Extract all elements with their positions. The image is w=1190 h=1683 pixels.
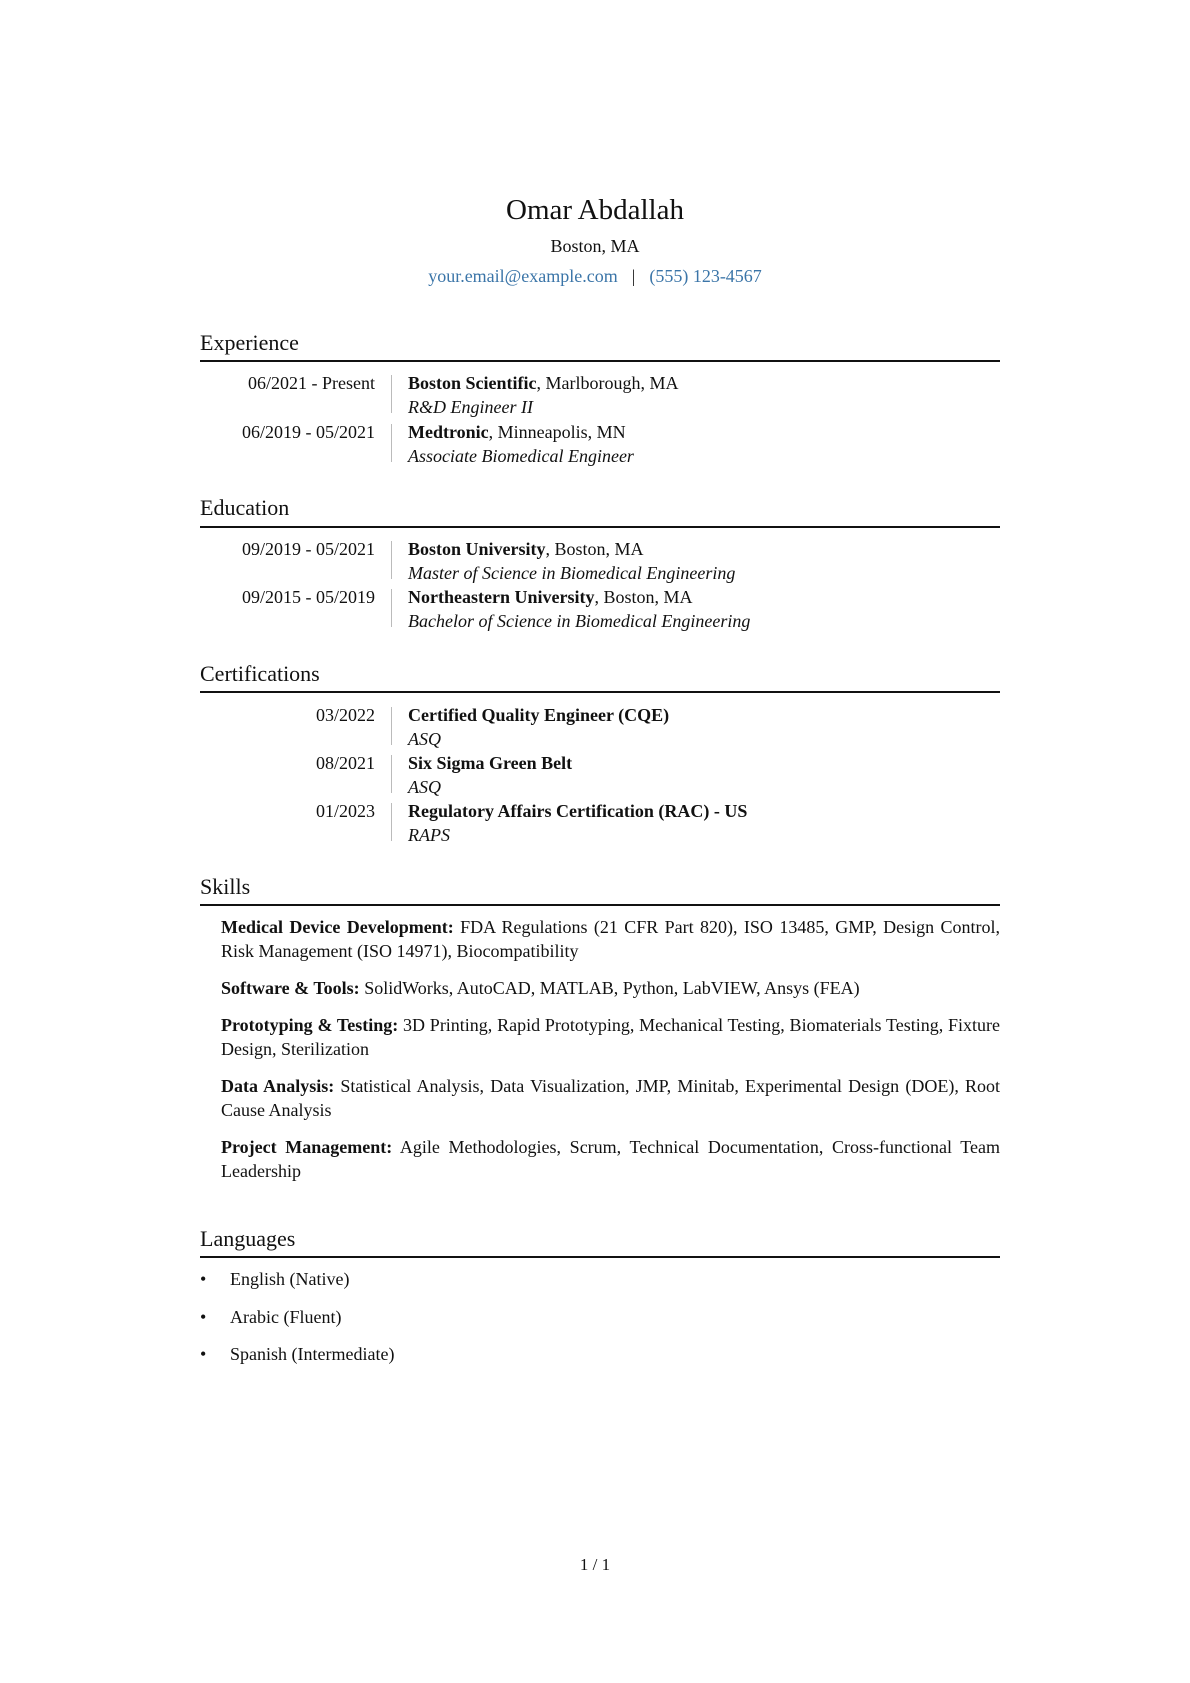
entry-date: 09/2019 - 05/2021: [242, 539, 375, 559]
entry-divider: [391, 375, 392, 413]
skill-label: Data Analysis:: [221, 1076, 335, 1096]
skill-item: [221, 1014, 1000, 1061]
section-heading-skills: Skills: [200, 874, 251, 899]
phone-link[interactable]: (555) 123-4567: [649, 266, 762, 286]
section-divider: [200, 526, 1000, 528]
entry-role: ASQ: [408, 729, 441, 749]
skill-text: SolidWorks, AutoCAD, MATLAB, Python, LabVIEW, Ansys (FEA): [359, 978, 860, 998]
entry-divider: [391, 589, 392, 627]
section-divider: [200, 904, 1000, 906]
education-entry: [200, 585, 1000, 633]
section-divider: [200, 360, 1000, 362]
entry-date: 09/2015 - 05/2019: [242, 587, 375, 607]
education-entry: [200, 537, 1000, 585]
skill-label: Prototyping & Testing:: [221, 1015, 399, 1035]
entry-org: Boston Scientific: [408, 373, 537, 393]
entry-place: , Marlborough, MA: [536, 373, 679, 393]
skill-item: [221, 916, 1000, 963]
entry-role: RAPS: [408, 825, 450, 845]
entry-date: 06/2019 - 05/2021: [242, 422, 375, 442]
entry-date: 08/2021: [315, 753, 375, 773]
candidate-name: Omar Abdallah: [506, 194, 684, 226]
entry-role: Master of Science in Biomedical Engineering: [408, 563, 736, 583]
entry-role: ASQ: [408, 777, 441, 797]
skill-item: [221, 1136, 1000, 1183]
email-link[interactable]: your.email@example.com: [428, 266, 618, 286]
entry-divider: [391, 707, 392, 745]
entry-date: 01/2023: [315, 801, 375, 821]
language-text: English (Native): [230, 1269, 350, 1289]
entry-divider: [391, 541, 392, 579]
language-item: [200, 1305, 341, 1329]
skill-label: Medical Device Development:: [221, 917, 454, 937]
certification-entry: [200, 751, 1000, 799]
bullet-icon: •: [200, 1307, 207, 1327]
entry-org: Northeastern University: [408, 587, 595, 607]
location: Boston, MA: [550, 236, 640, 256]
entry-date: 03/2022: [315, 705, 375, 725]
language-item: [200, 1267, 349, 1291]
entry-role: Bachelor of Science in Biomedical Engineering: [408, 611, 751, 631]
language-item: [200, 1342, 394, 1366]
bullet-icon: •: [200, 1344, 207, 1364]
section-divider: [200, 1256, 1000, 1258]
section-heading-certifications: Certifications: [200, 661, 320, 686]
entry-place: , Minneapolis, MN: [488, 422, 626, 442]
skill-text: Statistical Analysis, Data Visualization, JMP, Minitab, Experimental Design (DOE), Root Cause Analysis: [221, 1076, 1001, 1120]
entry-org: Regulatory Affairs Certification (RAC) - US: [408, 801, 748, 821]
entry-divider: [391, 424, 392, 462]
certification-entry: [200, 799, 1000, 847]
entry-org: Six Sigma Green Belt: [408, 753, 573, 773]
section-divider: [200, 691, 1000, 693]
entry-role: Associate Biomedical Engineer: [408, 446, 634, 466]
entry-place: , Boston, MA: [594, 587, 693, 607]
experience-entry: [200, 420, 1000, 468]
language-text: Spanish (Intermediate): [230, 1344, 395, 1364]
language-text: Arabic (Fluent): [230, 1307, 342, 1327]
bullet-icon: •: [200, 1269, 207, 1289]
skill-text: 3D Printing, Rapid Prototyping, Mechanical Testing, Biomaterials Testing, Fixture Design, Sterilization: [221, 1015, 1000, 1059]
entry-org: Certified Quality Engineer (CQE): [408, 705, 670, 725]
contact-line: [0, 264, 1190, 288]
section-heading-experience: Experience: [200, 330, 299, 355]
skill-text: Agile Methodologies, Scrum, Technical Documentation, Cross-functional Team Leadership: [221, 1137, 1000, 1181]
entry-divider: [391, 803, 392, 841]
entry-org: Medtronic: [408, 422, 489, 442]
skill-label: Software & Tools:: [221, 978, 360, 998]
contact-separator: |: [631, 266, 636, 286]
entry-place: , Boston, MA: [545, 539, 644, 559]
page-number: 1 / 1: [579, 1555, 611, 1574]
skill-item: [221, 977, 1000, 1001]
skill-label: Project Management:: [221, 1137, 393, 1157]
skill-item: [221, 1075, 1000, 1122]
entry-date: 06/2021 - Present: [248, 373, 375, 393]
skill-text: FDA Regulations (21 CFR Part 820), ISO 13485, GMP, Design Control, Risk Management (ISO 14971), Biocompatibility: [221, 917, 1000, 961]
experience-entry: [200, 371, 1000, 419]
entry-role: R&D Engineer II: [408, 397, 533, 417]
entry-org: Boston University: [408, 539, 546, 559]
certification-entry: [200, 703, 1000, 751]
entry-divider: [391, 755, 392, 793]
section-heading-languages: Languages: [200, 1226, 296, 1251]
section-heading-education: Education: [200, 495, 290, 520]
